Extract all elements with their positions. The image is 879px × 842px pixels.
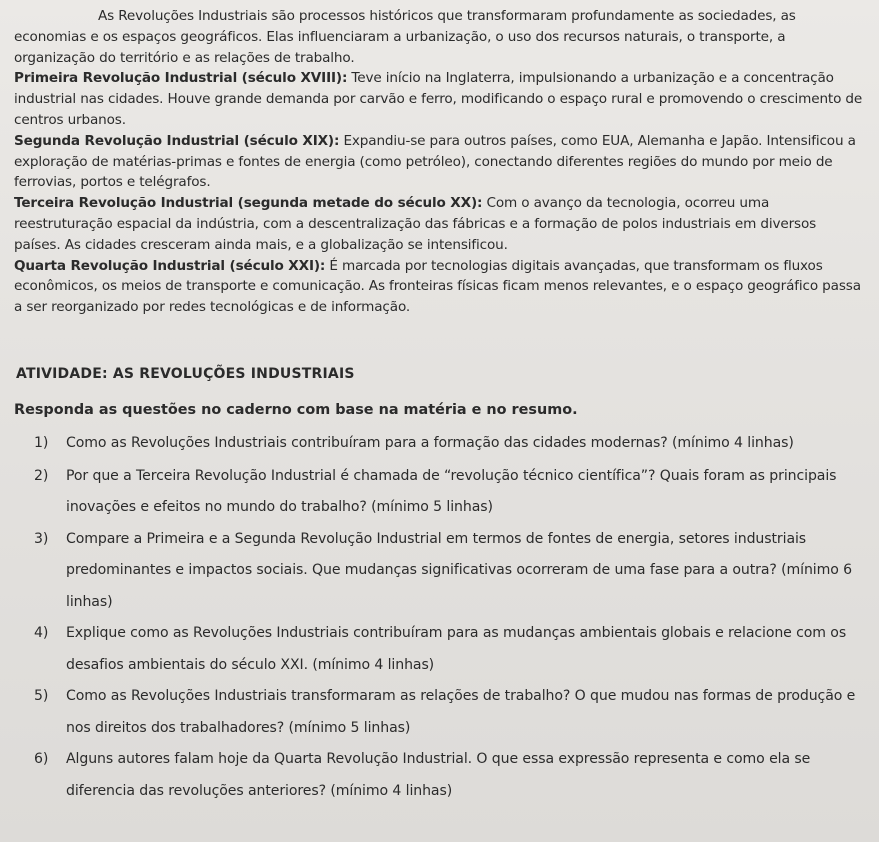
revolution-paragraph-2 [14,131,864,193]
revolution-text: É marcada por tecnologias digitais avançadas, que transformam os fluxos econômicos, os meios de transporte e comunicação. As fronteiras físicas ficam menos relevantes, e o espaço geográfico passa a ser reorganizado por redes tecnológicas e de informação. [14,257,861,316]
activity-title: ATIVIDADE: AS REVOLUÇÕES INDUSTRIAIS [16,366,355,382]
question-item [34,681,864,744]
question-text: Compare a Primeira e a Segunda Revolução Industrial em termos de fontes de energia, setores industriais predominantes e impactos sociais. Que mudanças significativas ocorreram de uma fase para a outra? (mínimo 6 linhas) [66,530,853,610]
question-number: 6) [34,751,49,767]
revolution-title: Segunda Revolução Industrial (século XIX): [14,132,340,149]
question-number: 4) [34,625,49,641]
revolution-paragraph-3 [14,193,864,255]
question-text: Por que a Terceira Revolução Industrial é chamada de “revolução técnico científica”? Quais foram as principais inovações e efeitos no mundo do trabalho? (mínimo 5 linhas) [66,467,837,515]
revolution-text: Com o avanço da tecnologia, ocorreu uma reestruturação espacial da indústria, com a descentralização das fábricas e a formação de polos industriais em diversos países. As cidades cresceram ainda mais, e a globalização se intensificou. [14,195,817,253]
revolution-text: Expandiu-se para outros países, como EUA, Alemanha e Japão. Intensificou a exploração de matérias-primas e fontes de energia (como petróleo), conectando diferentes regiões do mundo por meio de ferrovias, portos e telégrafos. [14,132,856,191]
revolution-paragraph-1 [14,68,864,130]
question-item [34,618,864,681]
question-number: 5) [34,688,49,704]
activity-instruction: Responda as questões no caderno com base na matéria e no resumo. [14,402,578,418]
revolution-text: Teve início na Inglaterra, impulsionando a urbanização e a concentração industrial nas cidades. Houve grande demanda por carvão e ferro, modificando o espaço rural e promovendo o crescimento de centros urbanos. [14,70,863,128]
question-text: Explique como as Revoluções Industriais contribuíram para as mudanças ambientais globais e relacione com os desafios ambientais do século XXI. (mínimo 4 linhas) [66,625,847,673]
revolution-title: Quarta Revolução Industrial (século XXI): [14,257,326,274]
intro-summary [14,6,864,318]
question-text: Como as Revoluções Industriais transformaram as relações de trabalho? O que mudou nas formas de produção e nos direitos dos trabalhadores? (mínimo 5 linhas) [66,688,856,736]
revolution-paragraph-4 [14,256,864,318]
revolution-title: Primeira Revolução Industrial (século XVIII): [14,70,348,87]
intro-lead-paragraph: As Revoluções Industriais são processos históricos que transformaram profundamente as sociedades, as economias e os espaços geográficos. Elas influenciaram a urbanização, o uso dos recursos naturais, o transporte, a organização do território e as relações de trabalho. [14,8,796,66]
question-number: 3) [34,530,49,547]
question-item [34,524,864,619]
question-item [34,428,864,460]
question-item [34,744,864,807]
question-list [34,428,864,807]
revolution-title: Terceira Revolução Industrial (segunda metade do século XX): [14,195,483,212]
question-item [34,461,864,524]
question-number: 1) [34,435,49,451]
question-text: Como as Revoluções Industriais contribuíram para a formação das cidades modernas? (mínimo 4 linhas) [66,435,794,451]
question-number: 2) [34,467,49,484]
question-text: Alguns autores falam hoje da Quarta Revolução Industrial. O que essa expressão representa e como ela se diferencia das revoluções anteriores? (mínimo 4 linhas) [66,751,811,799]
